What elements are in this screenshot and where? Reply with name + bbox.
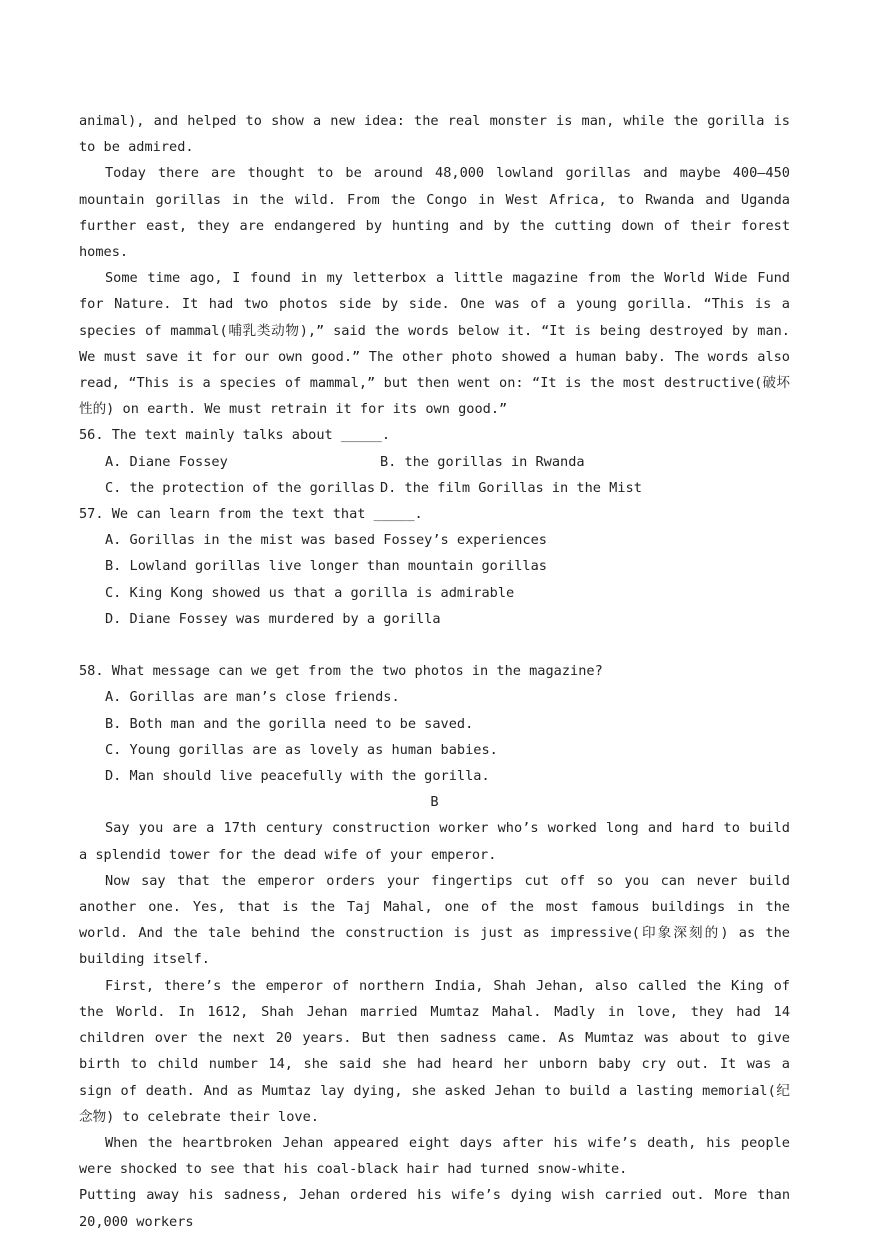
option-d: D. Diane Fossey was murdered by a gorilla: [105, 610, 441, 627]
option-c: C. King Kong showed us that a gorilla is admirable: [105, 584, 515, 601]
passage-a-paragraph: Some time ago, I found in my letterbox a little magazine from the World Wide Fund for Nature. It had two photos side by side. One was of a young gorilla. “This is a species of mammal(哺乳类动物),” said the words below it. “It is being destroyed by man. We must save it for our own good.” The other photo showed a human baby. The words also read, “This is a species of mammal,” but then went on: “It is the most destructive(破坏性的) on earth. We must retrain it for its own good.”: [79, 270, 790, 418]
option-a: A. Gorillas are man’s close friends.: [105, 689, 400, 706]
passage-a-paragraph: animal), and helped to show a new idea: the real monster is man, while the gorilla is to be admired.: [79, 113, 790, 156]
question-58: [79, 658, 790, 789]
option-d: D. Man should live peacefully with the gorilla.: [105, 768, 490, 785]
question-stem: 57. We can learn from the text that _____.: [79, 506, 423, 523]
option-row: [79, 475, 790, 501]
blank-line: [79, 632, 790, 658]
option-c: C. the protection of the gorillas: [105, 479, 376, 496]
passage-b-paragraph: Now say that the emperor orders your fingertips cut off so you can never build another one. Yes, that is the Taj Mahal, one of the most famous buildings in the world. And the tale behind the construction is just as impressive(印象深刻的) as the building itself.: [79, 872, 790, 968]
question-57: [79, 501, 790, 632]
question-stem: 56. The text mainly talks about _____.: [79, 427, 390, 444]
passage-a-paragraph: Today there are thought to be around 48,000 lowland gorillas and maybe 400—450 mountain gorillas in the wild. From the Congo in West Africa, to Rwanda and Uganda further east, they are endangered by hunting and by the cutting down of their forest homes.: [79, 165, 790, 261]
passage-b-paragraph: When the heartbroken Jehan appeared eight days after his wife’s death, his people were shocked to see that his coal-black hair had turned snow-white.: [79, 1134, 790, 1178]
document-page: [79, 108, 790, 1235]
passage-b-paragraph: Say you are a 17th century construction worker who’s worked long and hard to build a splendid tower for the dead wife of your emperor.: [79, 820, 790, 863]
option-b: B. Lowland gorillas live longer than mountain gorillas: [105, 558, 547, 575]
option-a: A. Gorillas in the mist was based Fossey’s experiences: [105, 532, 547, 549]
passage-b-paragraph: First, there’s the emperor of northern India, Shah Jehan, also called the King of the World. In 1612, Shah Jehan married Mumtaz Mahal. Madly in love, they had 14 children over the next 20 years. But then sadness came. As Mumtaz was about to give birth to child number 14, she said she had heard her unborn baby cry out. It was a sign of death. And as Mumtaz lay dying, she asked Jehan to build a lasting memorial(纪念物) to celebrate their love.: [79, 977, 790, 1125]
option-row: [79, 449, 790, 475]
question-stem: 58. What message can we get from the two photos in the magazine?: [79, 663, 603, 680]
option-b: B. the gorillas in Rwanda: [380, 453, 585, 470]
section-heading: B: [430, 794, 439, 811]
option-d: D. the film Gorillas in the Mist: [380, 479, 642, 496]
option-b: B. Both man and the gorilla need to be saved.: [105, 715, 474, 732]
option-c: C. Young gorillas are as lovely as human babies.: [105, 741, 498, 758]
option-a: A. Diane Fossey: [105, 453, 228, 470]
passage-b-paragraph: Putting away his sadness, Jehan ordered his wife’s dying wish carried out. More than 20,000 workers: [79, 1187, 790, 1230]
question-56: [79, 422, 790, 501]
